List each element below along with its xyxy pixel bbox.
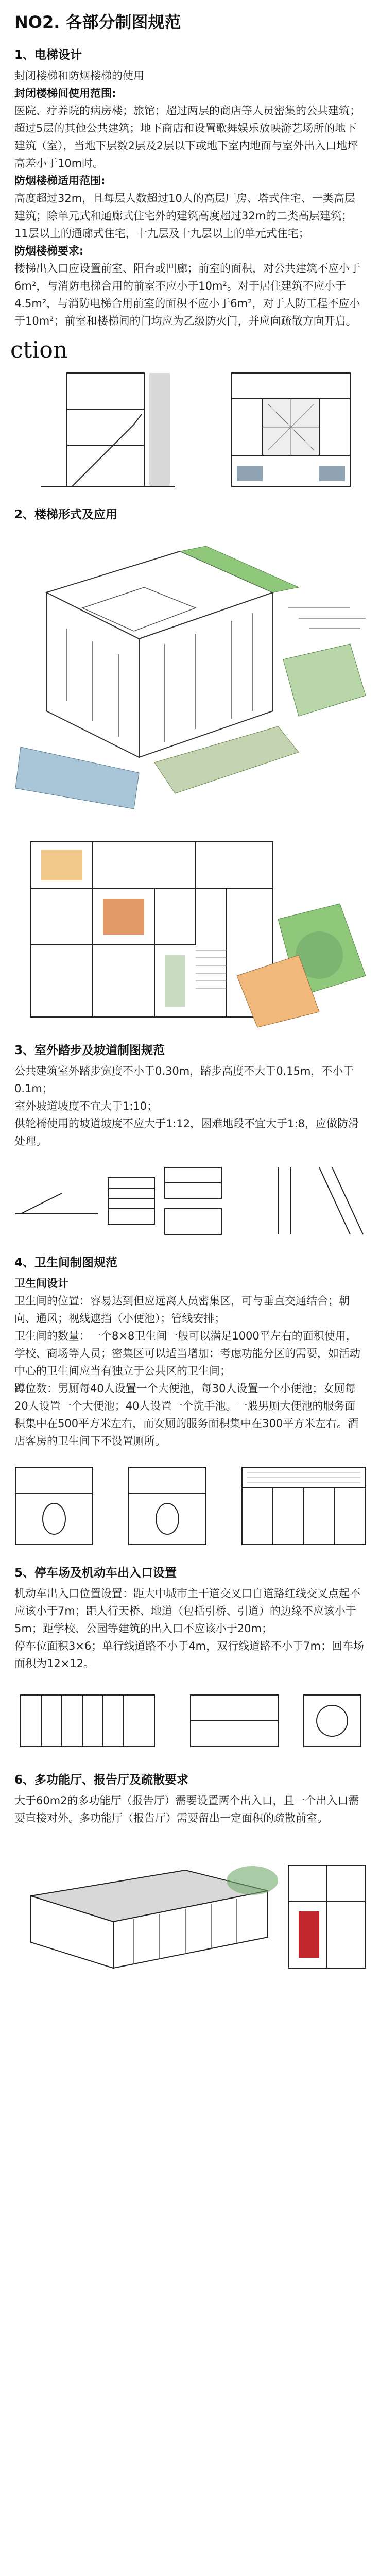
hall-perspective-sketch (10, 1834, 370, 1978)
paragraph: 机动车出入口位置设置：距大中城市主干道交叉口自道路红线交叉点起不应该小于7m；距人行天桥、地道（包括引桥、引道）的边缘不应该小于5m；距学校、公园等建筑的出入口不应该小于20m； (14, 1587, 360, 1635)
section-heading: 6、多功能厅、报告厅及疏散要求 (14, 1773, 189, 1787)
paragraph: 封闭楼梯和防烟楼梯的使用 (14, 70, 144, 82)
section-elevator (0, 46, 380, 330)
paragraph: 医院、疗养院的病房楼；旅馆；超过两层的商店等人员密集的公共建筑；超过5层的其他公共建筑；地下商店和设置歌舞娱乐放映游艺场所的地下建筑（室），当地下层数2层及2层以下或地下室内地面与室外出入口地坪高差小于10m时。 (14, 105, 360, 170)
paragraph: 卫生间的位置：容易达到但应远离人员密集区，可与垂直交通结合；朝向、通风；视线遮挡（小便池）；管线安排； (14, 1295, 350, 1325)
section-heading: 5、停车场及机动车出入口设置 (14, 1566, 177, 1580)
section-steps-ramps (0, 1042, 380, 1150)
subheading: 防烟楼梯要求: (14, 245, 84, 257)
section-parking (0, 1564, 380, 1672)
parking-sketch (10, 1680, 370, 1762)
section-heading: 4、卫生间制图规范 (14, 1256, 118, 1269)
paragraph: 供轮椅使用的坡道坡度不应大于1:12，困难地段不宜大于1:8，应做防滑处理。 (14, 1117, 359, 1147)
paragraph: 停车位面积3×6；单行线道路不小于4m，双行线道路不小于7m；回车场面积为12×12。 (14, 1640, 364, 1670)
section-stair-forms (0, 506, 380, 523)
paragraph: 楼梯出入口应设置前室、阳台或凹廊；前室的面积，对公共建筑不应小于6m²，与消防电梯合用的前室不应小于10m²。对于居住建筑不应小于4.5m²，与消防电梯合用前室的面积不应小于6m²，对于人防工程不应小于10m²；前室和楼梯间的门均应为乙级防火门，并应向疏散方向开启。 (14, 262, 360, 327)
paragraph: 大于60m2的多功能厅（报告厅）需要设置两个出入口，且一个出入口需要直接对外。多功能厅（报告厅）需要留出一定面积的疏散前室。 (14, 1794, 359, 1824)
floor-plan-sketch (10, 826, 370, 1032)
section-heading: 2、楼梯形式及应用 (14, 508, 118, 521)
paragraph: 公共建筑室外踏步宽度不小于0.30m，踏步高度不大于0.15m，不小于0.1m； (14, 1065, 354, 1095)
sketch-label: ction (10, 337, 68, 363)
subheading: 卫生间设计 (14, 1277, 68, 1290)
subheading: 防烟楼梯适用范围: (14, 175, 106, 187)
subheading: 封闭楼梯间使用范围: (14, 87, 116, 99)
steps-ramps-sketch (10, 1157, 370, 1245)
page-title: NO2. 各部分制图规范 (14, 12, 181, 32)
section-heading: 1、电梯设计 (14, 48, 82, 62)
section-heading: 3、室外踏步及坡道制图规范 (14, 1044, 165, 1057)
section-restroom (0, 1254, 380, 1450)
paragraph: 蹲位数：男厕每40人设置一个大便池，每30人设置一个小便池；女厕每20人设置一个大便池；40人设置一个洗手池。一般男厕大便池的服务面积集中在500平方米左右，而女厕的服务面积集中在300平方米左右。酒店客房的卫生间下不设置厕所。 (14, 1382, 359, 1447)
paragraph: 高度超过32m，且每层人数超过10人的高层厂房、塔式住宅、一类高层建筑；除单元式和通廊式住宅外的建筑高度超过32m的二类高层建筑；11层以上的通廊式住宅，十九层及十九层以上的单元式住宅； (14, 192, 355, 240)
restroom-plan-sketch (10, 1457, 370, 1555)
section-multi-function-hall (0, 1771, 380, 1827)
axonometric-sketch (10, 531, 370, 819)
paragraph: 室外坡道坡度不宜大于1:10； (14, 1100, 158, 1112)
stair-section-sketch (10, 337, 370, 497)
paragraph: 卫生间的数量：一个8×8卫生间一般可以满足1000平左右的面积使用，学校、商场等人员；密集区可以适当增加；考虑功能分区的需要，如活动中心的卫生间应当有独立于公共区的卫生间； (14, 1330, 360, 1377)
